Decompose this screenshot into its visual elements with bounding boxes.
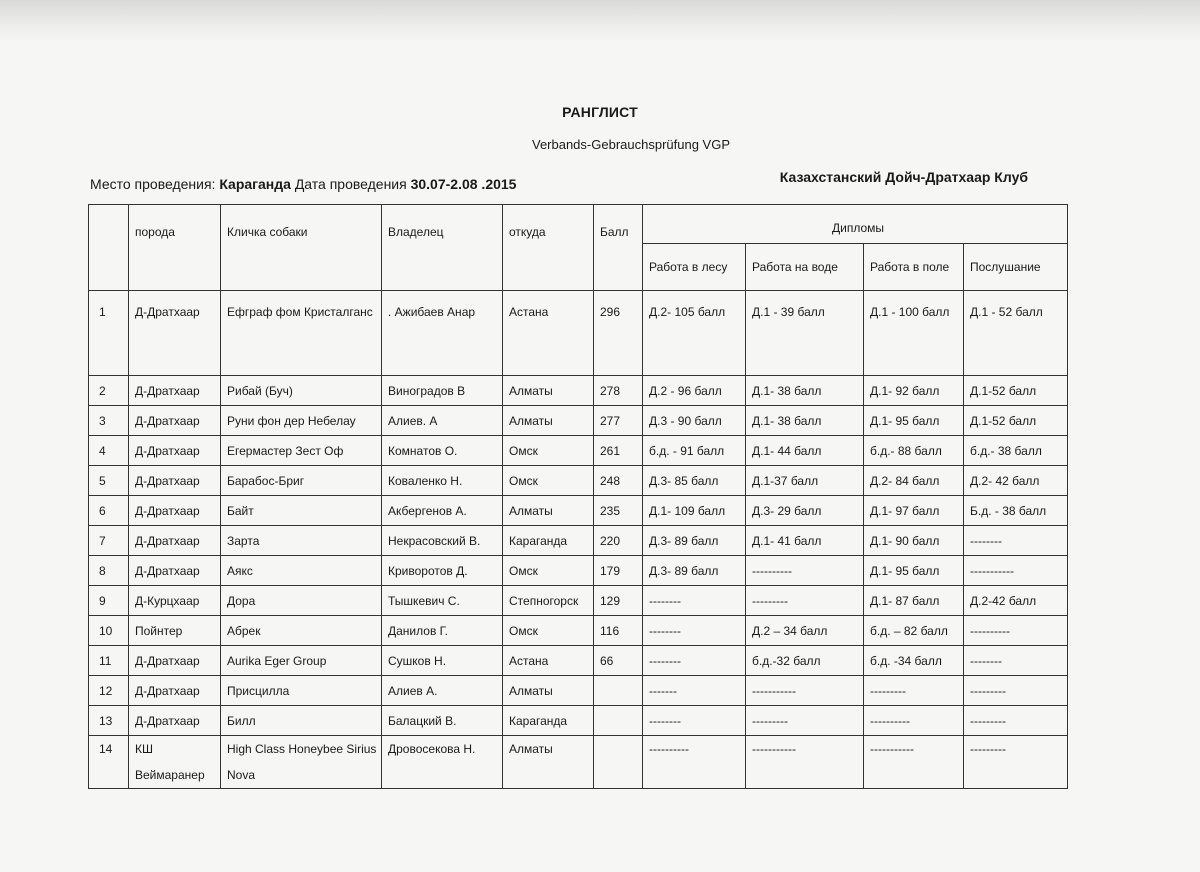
cell-num: 6 [89,496,129,526]
cell-forest: Д.2- 105 балл [643,291,746,376]
table-row [89,676,1068,706]
cell-breed: Д-Дратхаар [129,496,221,526]
table-row [89,646,1068,676]
cell-from: Алматы [503,376,594,406]
cell-dog: Ефграф фом Кристалганс [221,291,382,376]
table-row [89,291,1068,376]
cell-dog: Рибай (Буч) [221,376,382,406]
cell-from: Караганда [503,706,594,736]
cell-breed: Д-Дратхаар [129,406,221,436]
cell-field: Д.2- 84 балл [864,466,964,496]
cell-score: 129 [594,586,643,616]
cell-dog: Aurika Eger Group [221,646,382,676]
cell-obedience: --------- [964,706,1068,736]
cell-num: 1 [89,291,129,376]
header-dog-name: Кличка собаки [221,205,382,291]
cell-forest: -------- [643,616,746,646]
cell-field: Д.1- 92 балл [864,376,964,406]
cell-num: 14 [89,736,129,789]
table-row [89,466,1068,496]
cell-score: 277 [594,406,643,436]
cell-from: Алматы [503,406,594,436]
cell-score: 278 [594,376,643,406]
cell-owner: Тышкевич С. [382,586,503,616]
cell-breed: Д-Дратхаар [129,706,221,736]
header-diplomas: Дипломы [643,205,1068,244]
header-water: Работа на воде [746,244,864,291]
cell-from: Омск [503,466,594,496]
cell-from: Астана [503,291,594,376]
venue-label: Место проведения: [90,176,216,192]
cell-owner: Криворотов Д. [382,556,503,586]
cell-num: 10 [89,616,129,646]
venue-value: Караганда [219,176,291,192]
cell-forest: -------- [643,646,746,676]
cell-dog: Егермастер Зест Оф [221,436,382,466]
cell-obedience: Д.1 - 52 балл [964,291,1068,376]
cell-num: 5 [89,466,129,496]
cell-score: 248 [594,466,643,496]
cell-breed: Д-Дратхаар [129,676,221,706]
cell-field: Д.1- 95 балл [864,406,964,436]
table-row [89,616,1068,646]
cell-score: 220 [594,526,643,556]
results-table [88,204,1068,789]
cell-from: Омск [503,556,594,586]
venue-date-line [90,176,516,192]
cell-owner: Балацкий В. [382,706,503,736]
cell-breed: Д-Дратхаар [129,436,221,466]
cell-breed: КШ Веймаранер [129,736,221,789]
cell-obedience: -------- [964,646,1068,676]
cell-owner: Сушков Н. [382,646,503,676]
cell-score: 261 [594,436,643,466]
cell-forest: Д.1- 109 балл [643,496,746,526]
cell-num: 2 [89,376,129,406]
cell-dog: Руни фон дер Небелау [221,406,382,436]
cell-score [594,736,643,789]
cell-obedience: б.д.- 38 балл [964,436,1068,466]
cell-breed: Д-Дратхаар [129,646,221,676]
cell-score: 116 [594,616,643,646]
header-owner: Владелец [382,205,503,291]
cell-field: Д.1- 95 балл [864,556,964,586]
cell-forest: Д.3- 89 балл [643,526,746,556]
cell-forest: ------- [643,676,746,706]
header-field: Работа в поле [864,244,964,291]
table-row [89,706,1068,736]
cell-obedience: Д.1-52 балл [964,376,1068,406]
table-row [89,586,1068,616]
cell-num: 11 [89,646,129,676]
cell-water: ----------- [746,676,864,706]
table-header-row [89,205,1068,244]
table-row [89,526,1068,556]
cell-water: Д.1-37 балл [746,466,864,496]
cell-field: Д.1 - 100 балл [864,291,964,376]
cell-dog: Абрек [221,616,382,646]
cell-score: 235 [594,496,643,526]
cell-forest: ---------- [643,736,746,789]
cell-water: Д.2 – 34 балл [746,616,864,646]
cell-breed: Д-Дратхаар [129,556,221,586]
cell-water: --------- [746,586,864,616]
cell-water: Д.1 - 39 балл [746,291,864,376]
cell-obedience: ---------- [964,616,1068,646]
scan-edge-shadow [0,0,1200,42]
cell-breed: Д-Дратхаар [129,291,221,376]
cell-obedience: ----------- [964,556,1068,586]
cell-owner: Комнатов О. [382,436,503,466]
cell-score [594,676,643,706]
cell-water: Д.1- 41 балл [746,526,864,556]
cell-from: Алматы [503,496,594,526]
cell-forest: Д.2 - 96 балл [643,376,746,406]
cell-from: Астана [503,646,594,676]
cell-water: Д.3- 29 балл [746,496,864,526]
cell-dog: High Class Honeybee Sirius Nova [221,736,382,789]
cell-obedience: --------- [964,736,1068,789]
cell-score [594,706,643,736]
cell-water: --------- [746,706,864,736]
cell-num: 9 [89,586,129,616]
cell-field: ---------- [864,706,964,736]
cell-forest: -------- [643,586,746,616]
table-row [89,496,1068,526]
cell-owner: Виноградов В [382,376,503,406]
cell-dog: Байт [221,496,382,526]
cell-breed: Д-Дратхаар [129,526,221,556]
cell-field: --------- [864,676,964,706]
cell-breed: Пойнтер [129,616,221,646]
cell-forest: б.д. - 91 балл [643,436,746,466]
cell-water: Д.1- 44 балл [746,436,864,466]
header-score: Балл [594,205,643,291]
cell-dog: Присцилла [221,676,382,706]
cell-water: ----------- [746,736,864,789]
header-num [89,205,129,291]
cell-obedience: -------- [964,526,1068,556]
cell-from: Степногорск [503,586,594,616]
header-from: откуда [503,205,594,291]
header-breed: порода [129,205,221,291]
cell-owner: Алиев. А [382,406,503,436]
table-row [89,736,1068,789]
cell-owner: Дровосекова Н. [382,736,503,789]
cell-dog: Зарта [221,526,382,556]
cell-field: Д.1- 87 балл [864,586,964,616]
cell-num: 13 [89,706,129,736]
cell-dog: Барабос-Бриг [221,466,382,496]
cell-breed: Д-Дратхаар [129,376,221,406]
cell-field: Д.1- 90 балл [864,526,964,556]
cell-num: 3 [89,406,129,436]
page-subtitle: Verbands-Gebrauchsprüfung VGP [531,137,730,152]
cell-water: Д.1- 38 балл [746,376,864,406]
cell-dog: Билл [221,706,382,736]
cell-from: Алматы [503,736,594,789]
cell-owner: . Ажибаев Анар [382,291,503,376]
cell-obedience: --------- [964,676,1068,706]
club-name: Казахстанский Дойч-Дратхаар Клуб [779,169,1028,185]
cell-score: 66 [594,646,643,676]
cell-from: Караганда [503,526,594,556]
cell-obedience: Д.2-42 балл [964,586,1068,616]
cell-score: 296 [594,291,643,376]
cell-field: б.д. -34 балл [864,646,964,676]
cell-num: 8 [89,556,129,586]
cell-water: Д.1- 38 балл [746,406,864,436]
cell-field: Д.1- 97 балл [864,496,964,526]
cell-forest: Д.3- 89 балл [643,556,746,586]
table-row [89,436,1068,466]
cell-num: 4 [89,436,129,466]
cell-field: б.д.- 88 балл [864,436,964,466]
cell-from: Омск [503,436,594,466]
date-label: Дата проведения [294,176,407,192]
cell-owner: Алиев А. [382,676,503,706]
cell-owner: Данилов Г. [382,616,503,646]
header-obedience: Послушание [964,244,1068,291]
cell-from: Омск [503,616,594,646]
cell-forest: Д.3 - 90 балл [643,406,746,436]
cell-obedience: Б.д. - 38 балл [964,496,1068,526]
cell-water: ---------- [746,556,864,586]
cell-num: 12 [89,676,129,706]
cell-forest: Д.3- 85 балл [643,466,746,496]
cell-owner: Некрасовский В. [382,526,503,556]
cell-field: б.д. – 82 балл [864,616,964,646]
cell-dog: Аякс [221,556,382,586]
cell-num: 7 [89,526,129,556]
table-row [89,376,1068,406]
table-row [89,406,1068,436]
header-forest: Работа в лесу [643,244,746,291]
cell-score: 179 [594,556,643,586]
cell-from: Алматы [503,676,594,706]
cell-obedience: Д.1-52 балл [964,406,1068,436]
cell-breed: Д-Курцхаар [129,586,221,616]
cell-forest: -------- [643,706,746,736]
cell-owner: Коваленко Н. [382,466,503,496]
cell-dog: Дора [221,586,382,616]
table-row [89,556,1068,586]
cell-field: ----------- [864,736,964,789]
date-value: 30.07-2.08 .2015 [410,176,517,192]
page-title: РАНГЛИСТ [562,104,638,120]
cell-owner: Акбергенов А. [382,496,503,526]
cell-breed: Д-Дратхаар [129,466,221,496]
cell-water: б.д.-32 балл [746,646,864,676]
cell-obedience: Д.2- 42 балл [964,466,1068,496]
